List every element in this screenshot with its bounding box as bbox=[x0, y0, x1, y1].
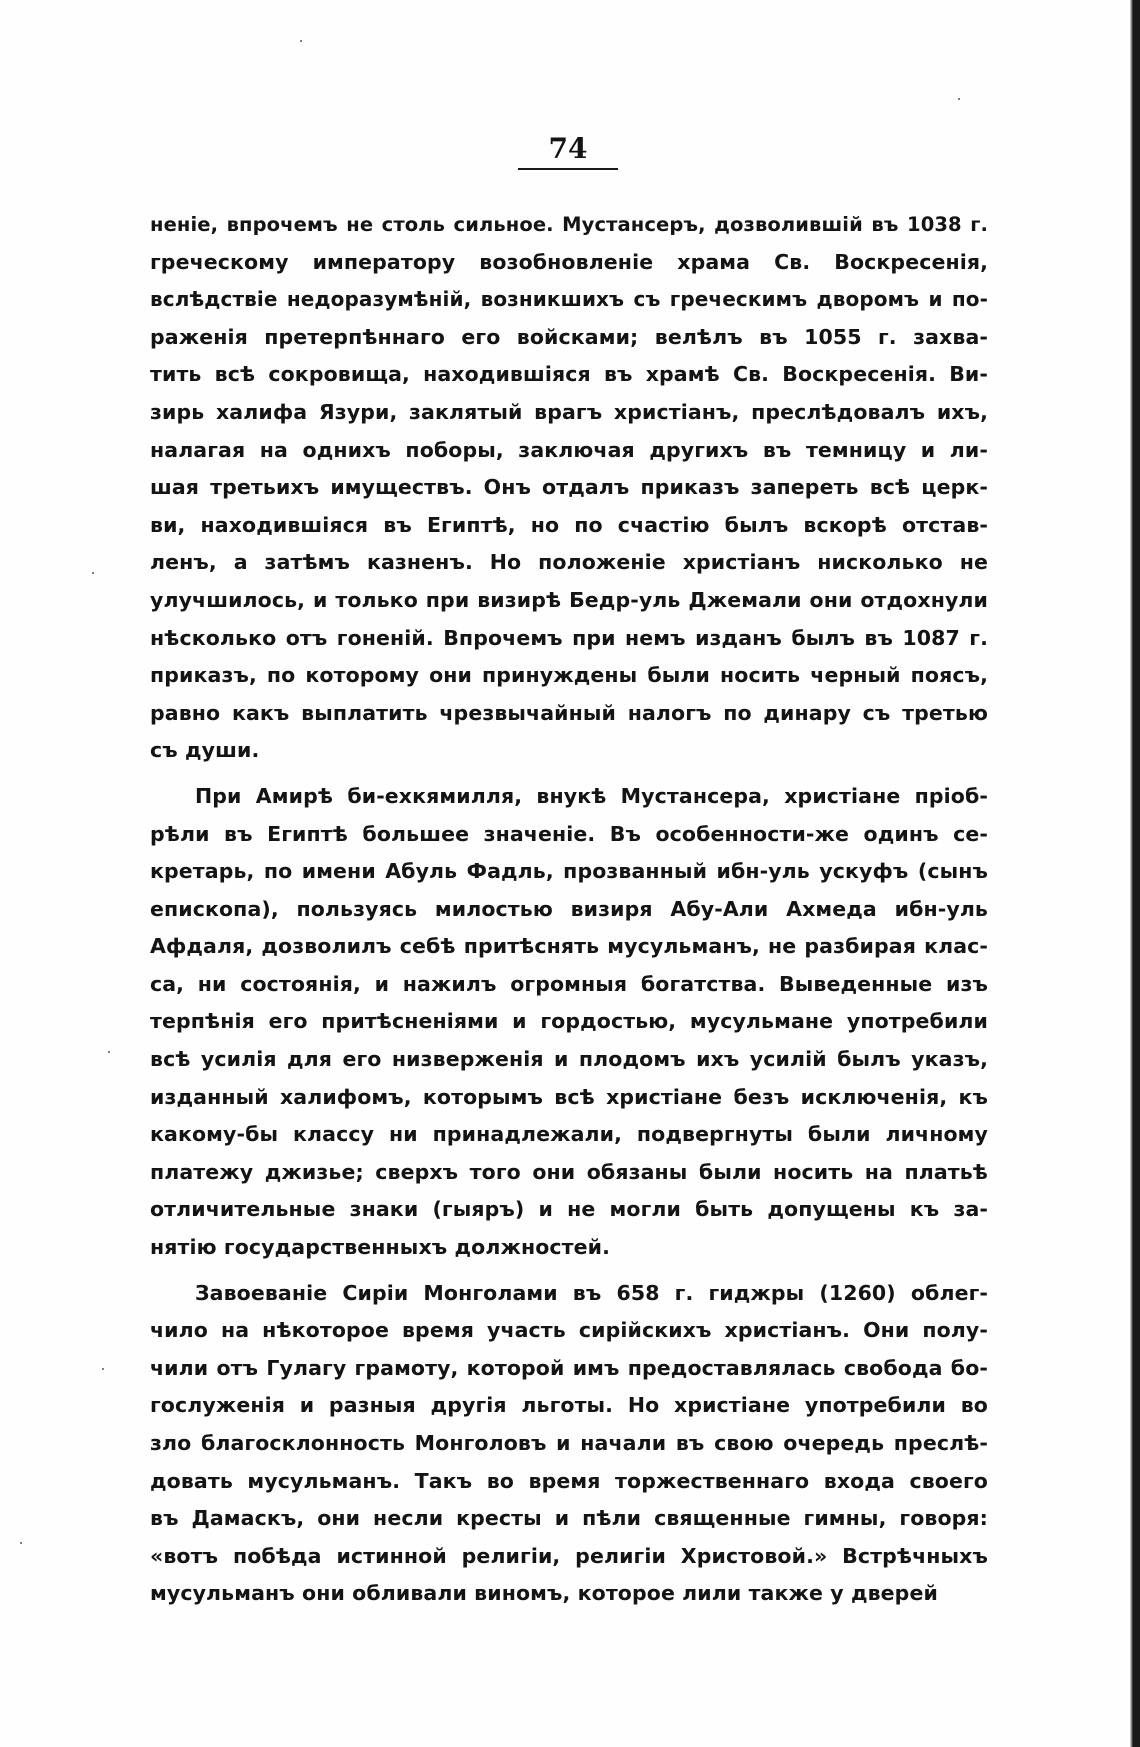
paragraph-gap bbox=[150, 770, 988, 778]
text-line: неніе, впрочемъ не столь сильное. Мустансеръ, дозволившій въ 1038 г. bbox=[150, 213, 988, 236]
text-line: тить всѣ сокровища, находившіяся въ храмѣ Св. Воскресенія. Ви- bbox=[150, 362, 988, 387]
text-line: въ Дамаскъ, они несли кресты и пѣли священные гимны, говоря: bbox=[150, 1506, 988, 1531]
text-line: какому-бы классу ни принадлежали, подвергнуты были личному bbox=[150, 1122, 988, 1147]
text-line: ленъ, а затѣмъ казненъ. Но положеніе христіанъ нисколько не bbox=[150, 550, 988, 575]
text-line: чили отъ Гулагу грамоту, которой имъ предоставлялась свобода бо- bbox=[150, 1355, 988, 1380]
text-line: довать мусульманъ. Такъ во время торжественнаго входа своего bbox=[150, 1468, 988, 1493]
text-line: При Амирѣ би-ехкямилля, внукѣ Мустансера, христіане пріоб- bbox=[195, 783, 988, 808]
text-line: платежу джизье; сверхъ того они обязаны были носить на платьѣ bbox=[150, 1159, 988, 1184]
paragraph-gap bbox=[150, 1267, 988, 1275]
text-line: всѣ усилія для его низверженія и плодомъ ихъ усилій былъ указъ, bbox=[150, 1047, 988, 1072]
text-line: греческому императору возобновленіе храма Св. Воскресенія, bbox=[150, 249, 988, 274]
text-line: изданный халифомъ, которымъ всѣ христіане безъ исключенія, къ bbox=[150, 1084, 988, 1109]
scan-speck bbox=[102, 1368, 104, 1370]
text-line: отличительные знаки (гыяръ) и не могли быть допущены къ за- bbox=[150, 1197, 988, 1222]
text-line: нѣсколько отъ гоненій. Впрочемъ при немъ изданъ былъ въ 1087 г. bbox=[150, 625, 988, 650]
page-edge-shadow bbox=[1130, 0, 1140, 1747]
scan-speck bbox=[20, 1542, 22, 1544]
text-line: терпѣнія его притѣсненіями и гордостью, мусульмане употребили bbox=[150, 1009, 988, 1034]
paragraph bbox=[150, 778, 988, 1267]
page-number: 74 bbox=[548, 132, 588, 165]
text-line: зло благосклонность Монголовъ и начали въ свою очередь преслѣ- bbox=[150, 1431, 988, 1455]
text-line: Завоеваніе Сиріи Монголами въ 658 г. гиджры (1260) облег- bbox=[195, 1280, 988, 1305]
text-line: приказъ, по которому они принуждены были носить черный поясъ, bbox=[150, 663, 988, 688]
scan-speck bbox=[958, 98, 960, 100]
paragraph bbox=[150, 1275, 988, 1613]
text-line: вслѣдствіе недоразумѣній, возникшихъ съ греческимъ дворомъ и по- bbox=[150, 287, 988, 312]
page-number-rule bbox=[518, 168, 618, 170]
paragraph bbox=[150, 206, 988, 770]
scan-speck bbox=[108, 1051, 110, 1053]
text-line: кретарь, по имени Абуль Фадль, прозванный ибн-уль ускуфъ (сынъ bbox=[150, 859, 988, 884]
text-line: улучшилось, и только при визирѣ Бедр-уль Джемали они отдохнули bbox=[150, 587, 988, 612]
text-line: нятію государственныхъ должностей. bbox=[150, 1235, 611, 1260]
text-line: гослуженія и разныя другія льготы. Но христіане употребили во bbox=[150, 1393, 988, 1418]
text-line: «вотъ побѣда истинной религіи, религіи Христовой.» Встрѣчныхъ bbox=[150, 1543, 988, 1568]
scan-speck bbox=[92, 572, 94, 574]
text-line: шая третьихъ имуществъ. Онъ отдалъ приказъ запереть всѣ церк- bbox=[150, 475, 988, 500]
text-line: раженія претерпѣннаго его войсками; велѣлъ въ 1055 г. захва- bbox=[150, 324, 988, 349]
text-line: епископа), пользуясь милостью визиря Абу-Али Ахмеда ибн-уль bbox=[150, 896, 988, 921]
text-line: са, ни состоянія, и нажилъ огромныя богатства. Выведенные изъ bbox=[150, 971, 988, 996]
text-line: Афдаля, дозволилъ себѣ притѣснять мусульманъ, не разбирая клас- bbox=[150, 934, 988, 959]
body-text bbox=[150, 206, 988, 1613]
scan-speck bbox=[300, 40, 302, 42]
text-line: мусульманъ они обливали виномъ, которое лили также у дверей bbox=[150, 1581, 938, 1606]
text-line: чило на нѣкоторое время участь сирійскихъ христіанъ. Они полу- bbox=[150, 1318, 988, 1343]
text-line: налагая на однихъ поборы, заключая другихъ въ темницу и ли- bbox=[150, 437, 988, 462]
text-line: ви, находившіяся въ Египтѣ, но по счастію былъ вскорѣ отстав- bbox=[150, 512, 988, 537]
text-line: рѣли въ Египтѣ большее значеніе. Въ особенности-же одинъ се- bbox=[150, 821, 988, 846]
text-line: съ души. bbox=[150, 738, 260, 763]
text-line: равно какъ выплатить чрезвычайный налогъ по динару съ третью bbox=[150, 700, 988, 725]
text-line: зирь халифа Язури, заклятый врагъ христіанъ, преслѣдовалъ ихъ, bbox=[150, 399, 988, 424]
